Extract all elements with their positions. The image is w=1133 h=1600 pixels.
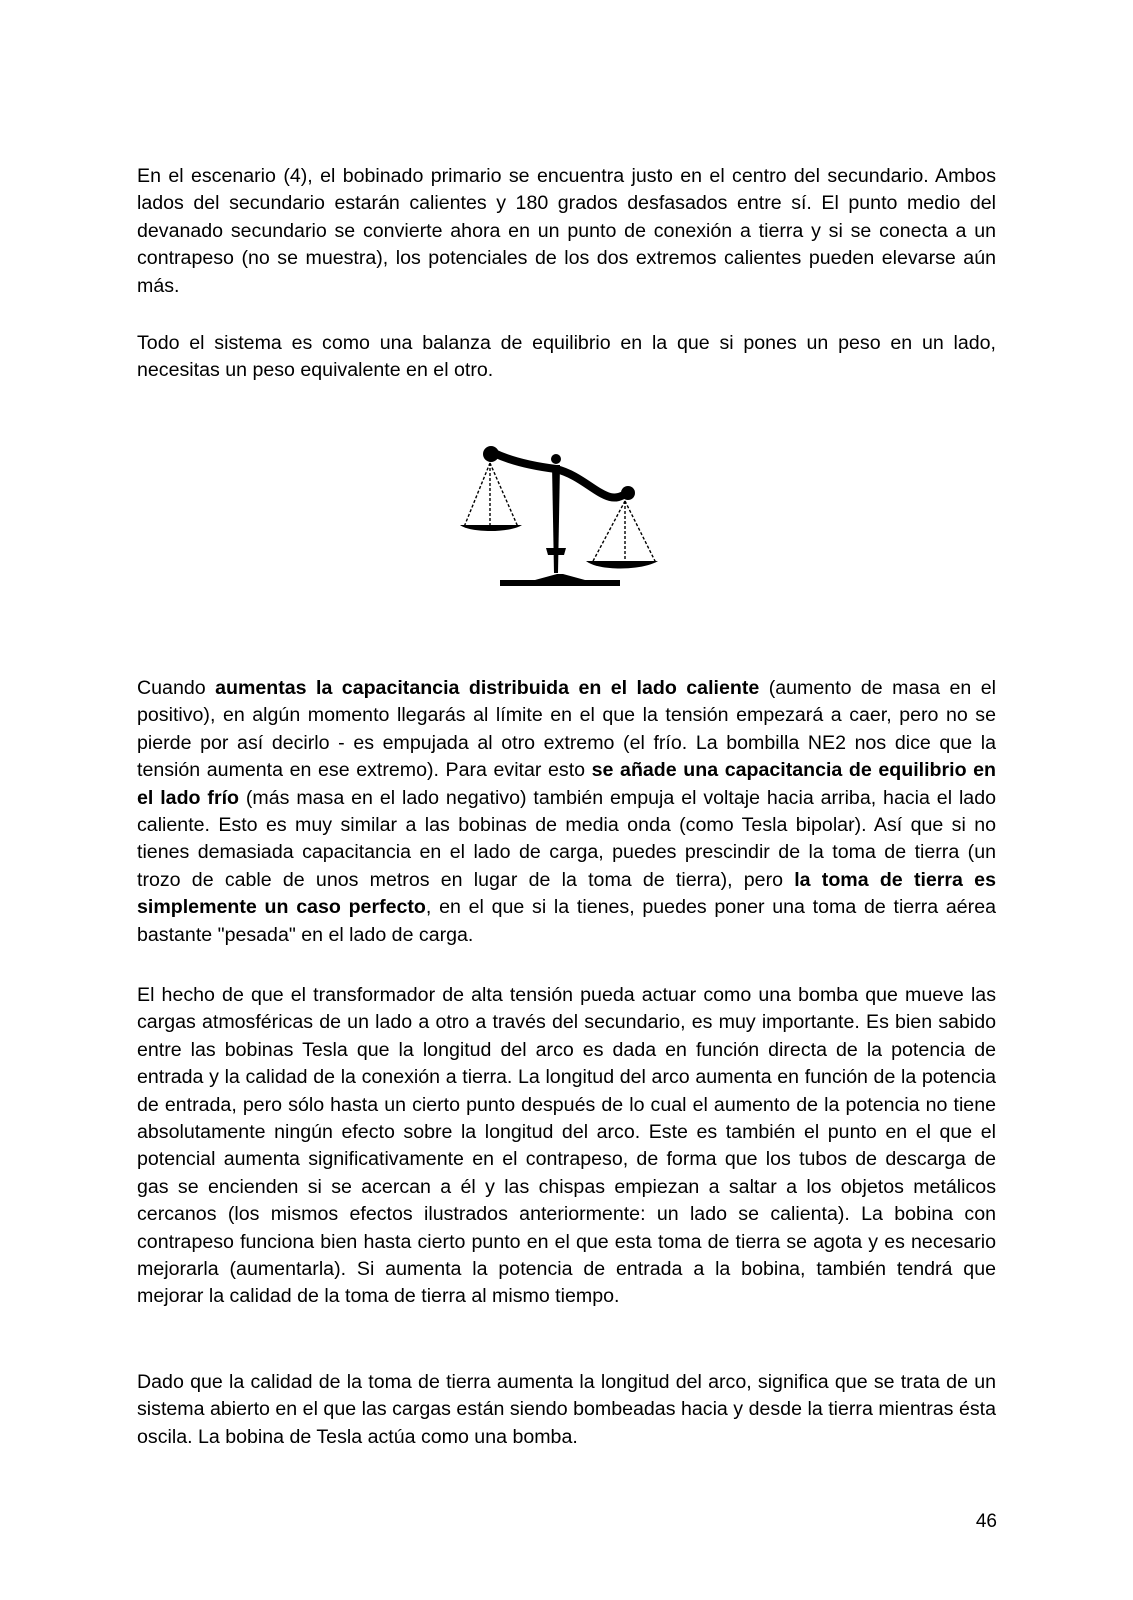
text-span: Cuando <box>137 677 216 699</box>
bold-text: la toma de tierra es simplemente un caso perfecto <box>137 868 996 919</box>
paragraph-transformer-pump: El hecho de que el transformador de alta tensión pueda actuar como una bomba que mueve las cargas atmosféricas de un lado a otro a través del secundario, es muy importante. Es bien sabido entre las bobinas Tesla que la longitud del arco es dada en función directa de la potencia de entrada y la calidad de la conexión a tierra. La longitud del arco aumenta en función de la potencia de entrada, pero sólo hasta un cierto punto después de lo cual el aumento de la potencia no tiene absolutamente ningún efecto sobre la longitud del arco. Este es también el punto en el que el potencial aumenta significativamente en el contrapeso, de forma que los tubos de descarga de gas se encienden si se acercan a él y las chispas empiezan a saltar a los objetos metálicos cercanos (los mismos efectos ilustrados anteriormente: un lado se calienta). La bobina con contrapeso funciona bien hasta cierto punto en el que esta toma de tierra se agota y es necesario mejorarla (aumentarla). Si aumenta la potencia de entrada a la bobina, también tendrá que mejorar la calidad de la toma de tierra al mismo tiempo. <box>137 984 996 1308</box>
text-span: , en el que si la tienes, puedes poner una toma de tierra aérea bastante "pesada" en el lado de carga. <box>137 896 997 946</box>
paragraph-balance-analogy: Todo el sistema es como una balanza de equilibrio en la que si pones un peso en un lado, necesitas un peso equivalente en el otro. <box>137 332 996 382</box>
paragraph-open-system: Dado que la calidad de la toma de tierra aumenta la longitud del arco, significa que se trata de un sistema abierto en el que las cargas están siendo bombeadas hacia y desde la tierra mientras ésta oscila. La bobina de Tesla actúa como una bomba. <box>137 1371 996 1448</box>
balance-scale-icon <box>460 445 675 610</box>
paragraph-capacitance <box>137 675 996 949</box>
text-span: (más masa en el lado negativo) también empuja el voltaje hacia arriba, hacia el lado caliente. Esto es muy similar a las bobinas de media onda (como Tesla bipolar). Así que si no tienes demasiada capacitancia en el lado de carga, puedes prescindir de la toma de tierra (un trozo de cable de unos metros en lugar de la toma de tierra), pero <box>137 786 996 891</box>
page-number: 46 <box>975 1511 997 1532</box>
bold-text: se añade una capacitancia de equilibrio en el lado frío <box>137 759 997 809</box>
text-span: (aumento de masa en el positivo), en algún momento llegarás al límite en el que la tensión empezará a caer, pero no se pierde por así decirlo - es empujada al otro extremo (el frío. La bombilla NE2 nos dice que la tensión aumenta en ese extremo). Para evitar esto <box>137 677 996 782</box>
bold-text: aumentas la capacitancia distribuida en el lado caliente <box>215 677 760 699</box>
paragraph-scenario-4: En el escenario (4), el bobinado primario se encuentra justo en el centro del secundario. Ambos lados del secundario estarán calientes y 180 grados desfasados entre sí. El punto medio del devanado secundario se convierte ahora en un punto de conexión a tierra y si se conecta a un contrapeso (no se muestra), los potenciales de los dos extremos calientes pueden elevarse aún más. <box>137 165 996 297</box>
